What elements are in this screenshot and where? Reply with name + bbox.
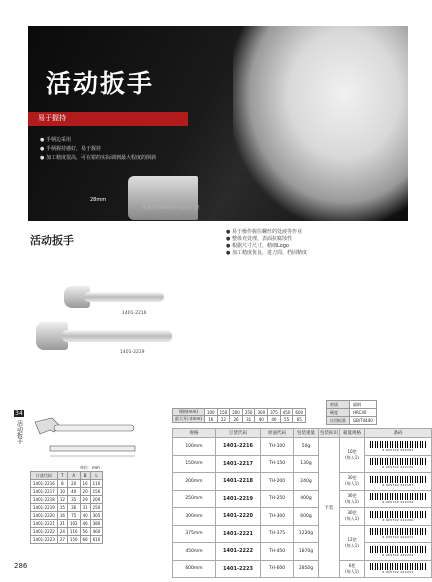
barcode-cell	[365, 438, 432, 456]
order-cell: 30把 (每入1)	[340, 473, 365, 491]
spec-cell: 1401-2223	[31, 536, 58, 544]
order-cell: 36把 (每入1)	[340, 490, 365, 508]
spec-cell: 1401-2221	[31, 520, 58, 528]
barcode-icon	[370, 563, 426, 570]
dims-cell: 40	[255, 416, 268, 423]
dims-cell: 22	[217, 416, 230, 423]
spec-row	[31, 512, 103, 520]
spec-cell: 12	[57, 496, 67, 504]
order-cell: 50g	[294, 438, 319, 456]
feature-item: ● 根据尺寸尺寸，精细Logo	[226, 243, 307, 250]
col-header: 包装重量	[294, 429, 319, 438]
spec-cell: 116	[67, 528, 80, 536]
order-row	[173, 473, 432, 491]
order-cell: 130g	[294, 455, 319, 473]
order-row	[173, 508, 432, 526]
spec-cell: 460	[90, 528, 103, 536]
spec-cell: 1401-2219	[31, 504, 58, 512]
dims-cell: 46	[268, 416, 281, 423]
spec-cell: 24	[57, 528, 67, 536]
banner-feature: ● 加工精度很高，可在钳的实际调到最大程度的倒斜	[40, 154, 156, 163]
barcode-cell	[365, 525, 432, 543]
barcode-icon	[370, 546, 426, 553]
order-cell: 375mm	[173, 525, 216, 543]
col-header: 规格	[173, 429, 216, 438]
dimension-table	[172, 408, 306, 423]
material-cell: GB/T4440	[350, 417, 377, 425]
material-row	[327, 417, 377, 425]
order-cell: TH-150	[261, 455, 294, 473]
feature-item: ● 整体充处理，表面抗腐蚀性	[226, 236, 307, 243]
spec-cell: 15	[57, 504, 67, 512]
banner-caption: 标准型的8mm扳手最大口径	[143, 206, 200, 211]
order-row	[173, 525, 432, 543]
spec-cell: 1401-2220	[31, 512, 58, 520]
barcode-cell	[365, 490, 432, 508]
material-cell: 硬度	[327, 409, 350, 417]
dims-cell: 450	[280, 409, 293, 416]
order-cell: 1401-2217	[216, 455, 261, 473]
order-cell: 1401-2219	[216, 490, 261, 508]
material-row	[327, 409, 377, 417]
dims-cell: 16	[204, 416, 217, 423]
dims-cell: 200	[230, 409, 243, 416]
material-cell: HRC40	[350, 409, 377, 417]
barcode-icon	[370, 528, 426, 535]
order-cell: TH-375	[261, 525, 294, 543]
order-cell: TH-200	[261, 473, 294, 491]
banner-title: 活动扳手	[46, 69, 155, 98]
order-cell: TH-100	[261, 438, 294, 456]
spec-cell: 380	[90, 520, 103, 528]
dims-cell: 规格(mm)	[173, 409, 205, 416]
page-number: 286	[14, 562, 28, 570]
dims-cell: 26	[230, 416, 243, 423]
chapter-number: 34	[15, 410, 23, 417]
barcode-icon	[370, 441, 426, 448]
feature-item: ● 加工精度优良，进刀周、档固精度	[226, 250, 307, 257]
spec-cell: 1401-2216	[31, 480, 58, 488]
spec-cell: 305	[90, 512, 103, 520]
order-cell: 150mm	[173, 455, 216, 473]
order-cell: 1401-2223	[216, 560, 261, 578]
spec-cell: 8	[57, 480, 67, 488]
dims-cell: 375	[268, 409, 281, 416]
spec-cell: 40	[67, 488, 80, 496]
barcode-number: 6 925702 222187	[382, 482, 414, 487]
spec-cell: 46	[80, 520, 90, 528]
barcode-cell	[365, 560, 432, 578]
material-table	[326, 400, 377, 425]
spec-cell: 40	[80, 512, 90, 520]
spec-cell: 36	[67, 504, 80, 512]
banner-subtitle: 易于握持	[38, 114, 66, 122]
order-row	[173, 543, 432, 561]
material-cell: 应用标准	[327, 417, 350, 425]
order-cell: 1401-2218	[216, 473, 261, 491]
barcode-number: 6 925702 222170	[382, 465, 414, 470]
spec-cell: 156	[90, 488, 103, 496]
barcode-icon	[370, 493, 426, 500]
dimension-diagram	[30, 412, 140, 462]
order-cell: 450mm	[173, 543, 216, 561]
dims-cell: 100	[204, 409, 217, 416]
spec-header: L	[90, 472, 103, 480]
spec-cell: 75	[67, 512, 80, 520]
order-row	[173, 490, 432, 508]
col-header: 条码	[365, 429, 432, 438]
chapter-label: 活动扳手	[15, 420, 23, 444]
banner-features	[40, 136, 156, 163]
barcode-icon	[370, 458, 426, 465]
spec-cell: 150	[67, 536, 80, 544]
spec-cell: 20	[67, 480, 80, 488]
spec-cell: 27	[57, 536, 67, 544]
order-cell: 10把 (每入1)	[340, 438, 365, 473]
spec-row	[31, 480, 103, 488]
dims-cell: 250	[242, 409, 255, 416]
spec-cell: 110	[90, 480, 103, 488]
spec-cell: 35	[67, 496, 80, 504]
order-cell: 400g	[294, 490, 319, 508]
order-cell: 1220g	[294, 525, 319, 543]
barcode-cell	[365, 543, 432, 561]
spec-row	[31, 528, 103, 536]
spec-row	[31, 520, 103, 528]
spec-row	[31, 496, 103, 504]
dims-cell: 300	[255, 409, 268, 416]
banner-feature: ● 手柄边采用	[40, 136, 156, 145]
order-cell: 2850g	[294, 560, 319, 578]
order-cell: 12把 (每入1)	[340, 525, 365, 560]
order-cell: 1401-2220	[216, 508, 261, 526]
section-title: 活动扳手	[30, 234, 74, 247]
barcode-cell	[365, 455, 432, 473]
barcode-number: 6 925702 222231	[382, 570, 414, 575]
barcode-cell	[365, 473, 432, 491]
spec-cell: 56	[80, 528, 90, 536]
spec-cell: 20	[80, 488, 90, 496]
jaw-size-label: 28mm	[90, 197, 107, 203]
barcode-number: 6 925702 222194	[382, 500, 414, 505]
chapter-tab	[14, 410, 24, 470]
spec-cell: 31	[80, 504, 90, 512]
spec-header: B	[80, 472, 90, 480]
wrench-large-caption: 1401-2219	[120, 350, 145, 355]
col-header: 包装标识	[319, 429, 340, 438]
order-cell: 6把 (每入1)	[340, 560, 365, 578]
order-cell: TH-600	[261, 560, 294, 578]
order-cell: 1401-2221	[216, 525, 261, 543]
banner-feature: ● 手柄握持感好，易于握持	[40, 145, 156, 154]
spec-header: T	[57, 472, 67, 480]
order-cell: TH-300	[261, 508, 294, 526]
spec-cell: 21	[57, 520, 67, 528]
dims-cell: 最大开口(mm)	[173, 416, 205, 423]
order-row	[173, 438, 432, 456]
spec-table	[30, 471, 103, 544]
order-cell: 1401-2222	[216, 543, 261, 561]
spec-row	[31, 536, 103, 544]
spec-cell: 1401-2222	[31, 528, 58, 536]
order-table	[172, 428, 432, 578]
barcode-icon	[370, 511, 426, 518]
material-cell: 碳钢	[350, 401, 377, 409]
order-row	[173, 560, 432, 578]
order-cell: 600g	[294, 508, 319, 526]
feature-item: ● 易于操作握住螺丝的处液等作业	[226, 229, 307, 236]
wrench-jaw-image	[128, 176, 198, 220]
dims-cell: 600	[293, 409, 306, 416]
order-cell: 200mm	[173, 473, 216, 491]
order-cell: 卡装	[319, 438, 340, 578]
barcode-icon	[370, 476, 426, 483]
spec-cell: 250	[90, 504, 103, 512]
order-cell: 1870g	[294, 543, 319, 561]
unit-label: 单位：mm	[80, 465, 100, 470]
dims-row	[173, 416, 306, 423]
material-cell: 材质	[327, 401, 350, 409]
dims-cell: 150	[217, 409, 230, 416]
col-header: 订货代码	[216, 429, 261, 438]
barcode-number: 6 925702 222163	[382, 447, 414, 452]
order-cell: TH-250	[261, 490, 294, 508]
glove-hand-image	[233, 26, 408, 221]
barcode-number: 6 925702 222217	[382, 535, 414, 540]
col-header: 箱量规格	[340, 429, 365, 438]
col-header: 原面代码	[261, 429, 294, 438]
spec-row	[31, 488, 103, 496]
dims-cell: 65	[293, 416, 306, 423]
spec-header: 订货代码	[31, 472, 58, 480]
wrench-small-caption: 1401-2216	[122, 311, 147, 316]
order-cell: 250mm	[173, 490, 216, 508]
spec-cell: 10	[57, 488, 67, 496]
spec-cell: 66	[80, 536, 90, 544]
order-row	[173, 455, 432, 473]
spec-row	[31, 504, 103, 512]
material-row	[327, 401, 377, 409]
barcode-number: 6 925702 222224	[382, 552, 414, 557]
dims-cell: 55	[280, 416, 293, 423]
order-cell: 240g	[294, 473, 319, 491]
spec-cell: 200	[90, 496, 103, 504]
barcode-cell	[365, 508, 432, 526]
order-cell: 30把 (每入1)	[340, 508, 365, 526]
dims-row	[173, 409, 306, 416]
spec-cell: 1401-2218	[31, 496, 58, 504]
order-cell: 100mm	[173, 438, 216, 456]
spec-cell: 610	[90, 536, 103, 544]
hero-banner	[28, 26, 408, 221]
order-cell: 600mm	[173, 560, 216, 578]
order-cell: 1401-2216	[216, 438, 261, 456]
spec-cell: 29	[80, 496, 90, 504]
barcode-number: 6 925702 222200	[382, 517, 414, 522]
order-cell: 300mm	[173, 508, 216, 526]
spec-cell: 1401-2217	[31, 488, 58, 496]
dims-cell: 31	[242, 416, 255, 423]
spec-cell: 102	[67, 520, 80, 528]
spec-cell: 16	[57, 512, 67, 520]
order-cell: TH-450	[261, 543, 294, 561]
section-features	[226, 229, 307, 257]
spec-header: A	[67, 472, 80, 480]
spec-cell: 16	[80, 480, 90, 488]
